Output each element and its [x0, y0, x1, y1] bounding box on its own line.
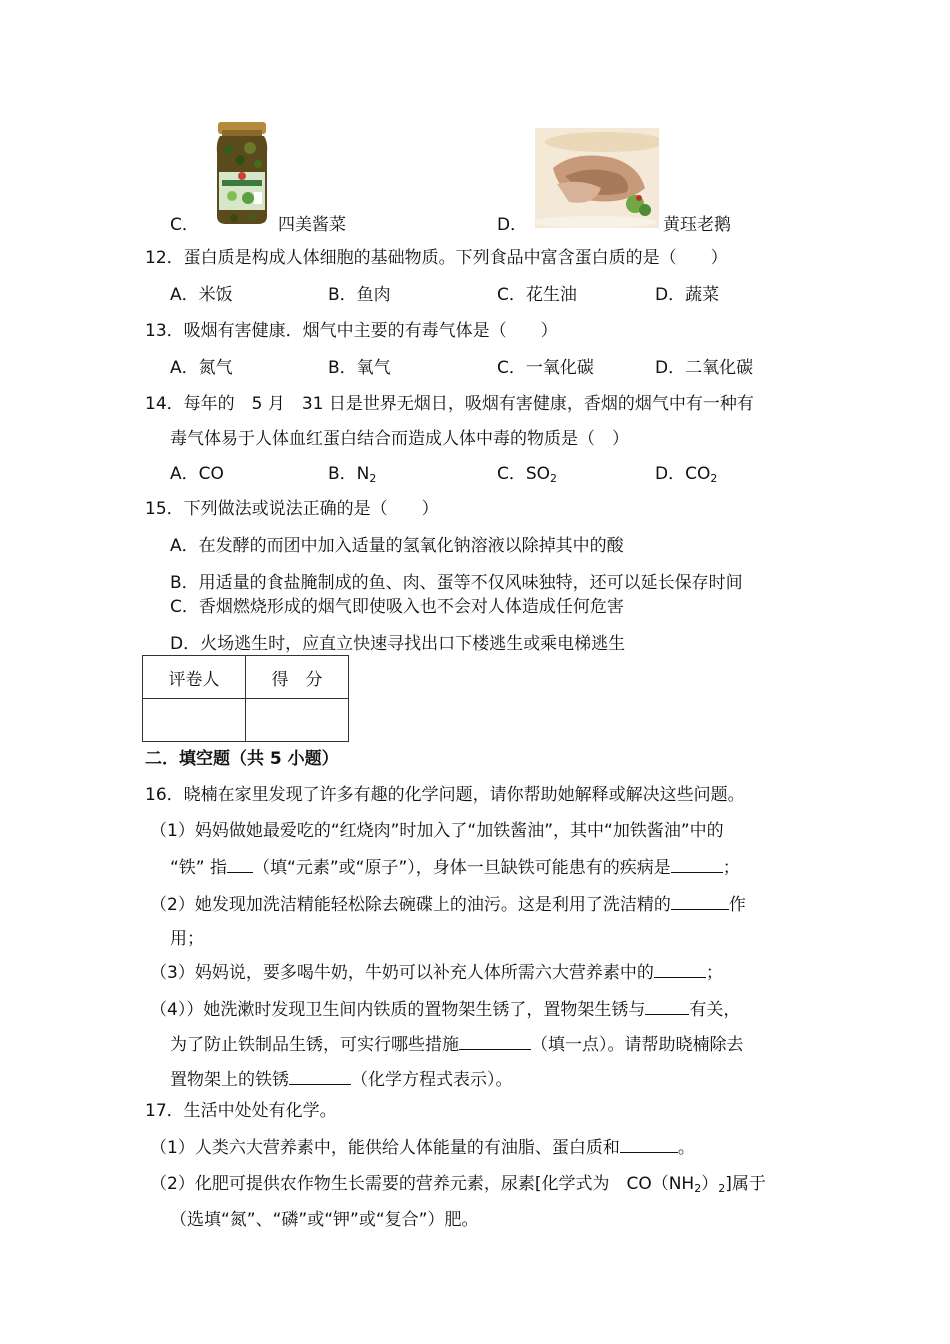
- q11-option-d-letter: D．: [497, 215, 528, 235]
- q13-option-c: C．一氧化碳: [497, 358, 594, 378]
- q16-part4-text-d: （填一点）。请帮助晓楠除去: [531, 1035, 744, 1055]
- q15-option-a: A．在发酵的而团中加入适量的氢氧化钠溶液以除掉其中的酸: [170, 536, 624, 556]
- q14-stem-line2: 毒气体易于人体血红蛋白结合而造成人体中毒的物质是（ ）: [170, 429, 629, 449]
- q16-part3-text-b: ；: [705, 963, 723, 983]
- q16-blank-iron-meaning[interactable]: [227, 856, 253, 873]
- q14-option-d-text: D．CO: [655, 464, 711, 484]
- q14-option-b: [328, 463, 376, 490]
- q16-part1-text-b: （填“元素”或“原子”），身体一旦缺铁可能患有的疾病是: [253, 858, 671, 878]
- q14-option-b-text: B．N: [328, 464, 370, 484]
- q17-stem: 17．生活中处处有化学。: [145, 1101, 337, 1121]
- q16-stem: 16．晓楠在家里发现了许多有趣的化学问题，请你帮助她解释或解决这些问题。: [145, 785, 745, 805]
- q17-part2-text-a: （2）化肥可提供农作物生长需要的营养元素，尿素[化学式为 CO（NH: [150, 1174, 695, 1194]
- q17-part2-text-b: ）: [701, 1174, 719, 1194]
- q16-blank-rust-equation[interactable]: [289, 1068, 351, 1085]
- q14-option-c: [497, 463, 557, 490]
- q16-part4-line2: [170, 1033, 744, 1056]
- grader-label: 评卷人: [143, 656, 246, 699]
- pickle-jar-image: [214, 120, 270, 226]
- q17-part2-line1: [150, 1173, 766, 1200]
- braised-goose-image: [535, 128, 659, 228]
- section-2-title: 二．填空题（共 5 小题）: [145, 749, 339, 769]
- q17-part1-text-b: 。: [677, 1138, 695, 1158]
- q17-part2-sub1: 2: [694, 1182, 702, 1195]
- q16-part4-text-a: （4））她洗漱时发现卫生间内铁质的置物架生锈了，置物架生锈与: [150, 1000, 646, 1020]
- q16-part1-line2: [170, 856, 740, 879]
- q15-stem: 15．下列做法或说法正确的是（ ）: [145, 499, 439, 519]
- q16-part2-text-a: （2）她发现加洗洁精能轻松除去碗碟上的油污。这是利用了洗洁精的: [150, 895, 671, 915]
- q12-option-a: A．米饭: [170, 285, 233, 305]
- grader-cell[interactable]: [143, 699, 246, 742]
- score-label: 得 分: [246, 656, 349, 699]
- q16-part4-text-e: 置物架上的铁锈: [170, 1070, 289, 1090]
- q11-option-d-text: 黄珏老鹅: [663, 215, 731, 235]
- q17-part2-line2: （选填“氮”、“磷”或“钾”或“复合”）肥。: [170, 1210, 479, 1230]
- q16-part4-line3: [170, 1068, 513, 1091]
- q14-option-d-subscript: 2: [710, 472, 718, 485]
- q13-option-b: B．氧气: [328, 358, 391, 378]
- q16-part4-line1: [150, 998, 740, 1021]
- q16-blank-rust-cause[interactable]: [645, 998, 689, 1015]
- q16-part1-text-c: ；: [722, 858, 740, 878]
- q17-part2-sub2: 2: [718, 1182, 726, 1195]
- q13-option-a: A．氮气: [170, 358, 233, 378]
- q12-option-d: D．蔬菜: [655, 285, 720, 305]
- q16-part2-text-b: 作: [728, 895, 746, 915]
- q14-stem-line1: 14．每年的 5 月 31 日是世界无烟日，吸烟有害健康，香烟的烟气中有一种有: [145, 394, 754, 414]
- q11-option-c-letter: C．: [170, 215, 199, 235]
- q12-stem: 12．蛋白质是构成人体细胞的基础物质。下列食品中富含蛋白质的是（ ）: [145, 248, 728, 268]
- score-cell[interactable]: [246, 699, 349, 742]
- q16-blank-rust-prevention[interactable]: [459, 1033, 531, 1050]
- q14-option-d: [655, 463, 717, 490]
- q16-part1-text-a: “铁” 指: [170, 858, 228, 878]
- q17-part1: [150, 1136, 695, 1159]
- q17-blank-energy-nutrient[interactable]: [620, 1136, 678, 1153]
- q16-blank-detergent-effect[interactable]: [671, 893, 729, 910]
- q11-option-c-text: 四美酱菜: [278, 215, 346, 235]
- q15-option-d: D．火场逃生时，应直立快速寻找出口下楼逃生或乘电梯逃生: [170, 634, 626, 654]
- q16-part4-text-b: 有关，: [689, 1000, 741, 1020]
- q16-part2-line2: 用；: [170, 929, 204, 949]
- q14-option-c-subscript: 2: [550, 472, 558, 485]
- q15-option-b: B．用适量的食盐腌制成的鱼、肉、蛋等不仅风味独特，还可以延长保存时间: [170, 573, 743, 593]
- q16-part2-line1: [150, 893, 746, 916]
- q12-option-b: B．鱼肉: [328, 285, 391, 305]
- score-table: [142, 655, 349, 742]
- q16-blank-disease[interactable]: [671, 856, 723, 873]
- q16-part3: [150, 961, 723, 984]
- q17-part1-text-a: （1）人类六大营养素中，能供给人体能量的有油脂、蛋白质和: [150, 1138, 620, 1158]
- q17-part2-text-c: ]属于: [725, 1174, 766, 1194]
- q16-blank-nutrient[interactable]: [654, 961, 706, 978]
- q16-part3-text-a: （3）妈妈说，要多喝牛奶，牛奶可以补充人体所需六大营养素中的: [150, 963, 654, 983]
- q16-part4-text-c: 为了防止铁制品生锈，可实行哪些措施: [170, 1035, 459, 1055]
- q12-option-c: C．花生油: [497, 285, 577, 305]
- q13-stem: 13．吸烟有害健康．烟气中主要的有毒气体是（ ）: [145, 321, 558, 341]
- q14-option-a: A．CO: [170, 464, 224, 484]
- q16-part1-line1: （1）妈妈做她最爱吃的“红烧肉”时加入了“加铁酱油”，其中“加铁酱油”中的: [150, 821, 724, 841]
- q13-option-d: D．二氧化碳: [655, 358, 754, 378]
- q16-part4-text-f: （化学方程式表示）。: [351, 1070, 513, 1090]
- q14-option-b-subscript: 2: [369, 472, 377, 485]
- q14-option-c-text: C．SO: [497, 464, 551, 484]
- q15-option-c: C．香烟燃烧形成的烟气即使吸入也不会对人体造成任何危害: [170, 597, 624, 617]
